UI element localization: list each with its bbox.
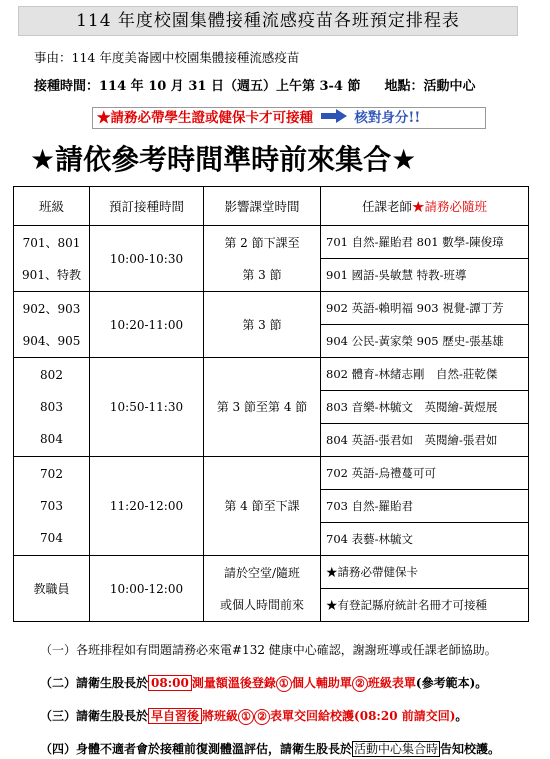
- header-teacher-note: ★請務必隨班: [412, 199, 488, 214]
- schedule-line: [34, 75, 476, 94]
- footnote-3: [40, 707, 467, 725]
- f3-prefix: （三）請衛生股長於: [40, 709, 149, 723]
- page-title: 114 年度校園集體接種流感疫苗各班預定排程表: [18, 6, 518, 36]
- teacher-cell: 902 英語-賴明福 903 視覺-譚丁芳: [321, 292, 529, 325]
- class-label: 803: [40, 400, 63, 414]
- f2-suffix: (參考範本)。: [415, 676, 488, 690]
- f3-suffix: 。: [455, 709, 468, 723]
- f4-boxed: 活動中心集合時: [354, 742, 439, 756]
- f4-suffix: 告知校護。: [440, 742, 501, 756]
- class-label: 904、905: [22, 333, 81, 348]
- teacher-cell: 702 英語-烏禮蔓可可: [321, 457, 529, 490]
- teacher-cell: 904 公民-黃家榮 905 歷史-張基雄: [321, 325, 529, 358]
- f4-prefix: （四）身體不適者會於接種前復測體溫評估，請衛生股長於: [40, 742, 353, 756]
- footnote-2: [40, 674, 487, 692]
- f2-prefix: （二）請衛生股長於: [40, 676, 149, 690]
- f2-form-1: 個人輔助單: [291, 676, 352, 690]
- time-cell: 10:50-11:30: [90, 358, 204, 457]
- header-teacher: [321, 187, 529, 226]
- time-cell: 10:00-10:30: [90, 226, 204, 292]
- class-cell: [14, 457, 90, 556]
- class-cell: [14, 292, 90, 358]
- table-header-row: [14, 187, 529, 226]
- table-row: [14, 358, 529, 391]
- footnote-4: [40, 740, 500, 757]
- class-label: 702: [40, 467, 63, 481]
- f3-circle-1: ①: [238, 709, 254, 725]
- teacher-cell: 804 英語-張君如 英閱繪-張君如: [321, 424, 529, 457]
- class-label: 802: [40, 368, 63, 382]
- class-cell: [14, 358, 90, 457]
- f2-form-2: 班級表單: [367, 676, 416, 690]
- teacher-cell: ★有登記縣府統計名冊才可接種: [321, 589, 529, 622]
- teacher-cell: 803 音樂-林毓文 英閱繪-黃煜展: [321, 391, 529, 424]
- header-class: 班級: [14, 187, 90, 226]
- arrow-right-icon: [321, 109, 347, 129]
- id-notice: [92, 107, 486, 129]
- schedule-table: [13, 186, 529, 622]
- f2-mid: 測量額溫後登錄: [191, 676, 276, 690]
- schedule-location: 地點：活動中心: [384, 79, 476, 94]
- affect-cell: [204, 457, 321, 556]
- teacher-cell: 901 國語-吳敏慧 特教-班導: [321, 259, 529, 292]
- teacher-cell: ★請務必帶健保卡: [321, 556, 529, 589]
- class-label: 804: [40, 432, 63, 446]
- affect-cell: [204, 226, 321, 292]
- affect-label: 或個人時間前來: [219, 597, 304, 612]
- class-cell: [14, 556, 90, 622]
- class-label: 704: [40, 531, 63, 545]
- footnote-1: （一）各班排程如有問題請務必來電#132 健康中心確認，謝謝班導或任課老師協助。: [40, 643, 497, 657]
- time-cell: 10:00-12:00: [90, 556, 204, 622]
- f3-text: 表單交回給校護(08:20 前請交回): [270, 709, 456, 723]
- f3-boxed: 早自習後: [148, 708, 202, 724]
- affect-cell: [204, 292, 321, 358]
- table-row: [14, 457, 529, 490]
- class-label: 703: [40, 499, 63, 513]
- class-label: 901、特教: [22, 267, 81, 282]
- f2-circle-1: ①: [276, 676, 292, 692]
- affect-label: 第 2 節下課至: [224, 235, 300, 250]
- f3-mid: 將班級: [202, 709, 239, 723]
- affect-label: 第 3 節至第 4 節: [216, 400, 308, 414]
- schedule-time: 接種時間：114 年 10 月 31 日（週五）上午第 3-4 節: [34, 79, 361, 94]
- time-cell: 11:20-12:00: [90, 457, 204, 556]
- table-row: [14, 226, 529, 259]
- table-row: [14, 292, 529, 325]
- class-cell: [14, 226, 90, 292]
- subject-line: 事由：114 年度美崙國中校園集體接種流感疫苗: [34, 50, 300, 65]
- f3-circle-2: ②: [254, 709, 270, 725]
- affect-cell: [204, 556, 321, 622]
- f2-time: 08:00: [148, 675, 192, 691]
- header-time: 預訂接種時間: [90, 187, 204, 226]
- affect-cell: [204, 358, 321, 457]
- affect-label: 第 3 節: [242, 317, 282, 332]
- notice-blue-text: 核對身分!!: [354, 110, 421, 126]
- affect-label: 第 3 節: [242, 267, 282, 282]
- class-label: 902、903: [22, 301, 81, 316]
- f2-circle-2: ②: [352, 676, 368, 692]
- notice-red-text: ★請務必帶學生證或健保卡才可接種: [97, 110, 313, 126]
- affect-label: 第 4 節至下課: [224, 499, 300, 513]
- teacher-cell: 703 自然-羅貽君: [321, 490, 529, 523]
- teacher-cell: 704 表藝-林毓文: [321, 523, 529, 556]
- header-teacher-label: 任課老師: [361, 199, 412, 214]
- class-label: 教職員: [33, 581, 70, 596]
- teacher-cell: 802 體育-林緒志剛 自然-莊乾傑: [321, 358, 529, 391]
- header-affect: 影響課堂時間: [204, 187, 321, 226]
- table-row: [14, 556, 529, 589]
- affect-label: 請於空堂/隨班: [223, 565, 301, 580]
- banner-heading: ★請依參考時間準時前來集合★: [30, 143, 417, 176]
- class-label: 701、801: [22, 235, 81, 250]
- teacher-cell: 701 自然-羅貽君 801 數學-陳俊璋: [321, 226, 529, 259]
- time-cell: 10:20-11:00: [90, 292, 204, 358]
